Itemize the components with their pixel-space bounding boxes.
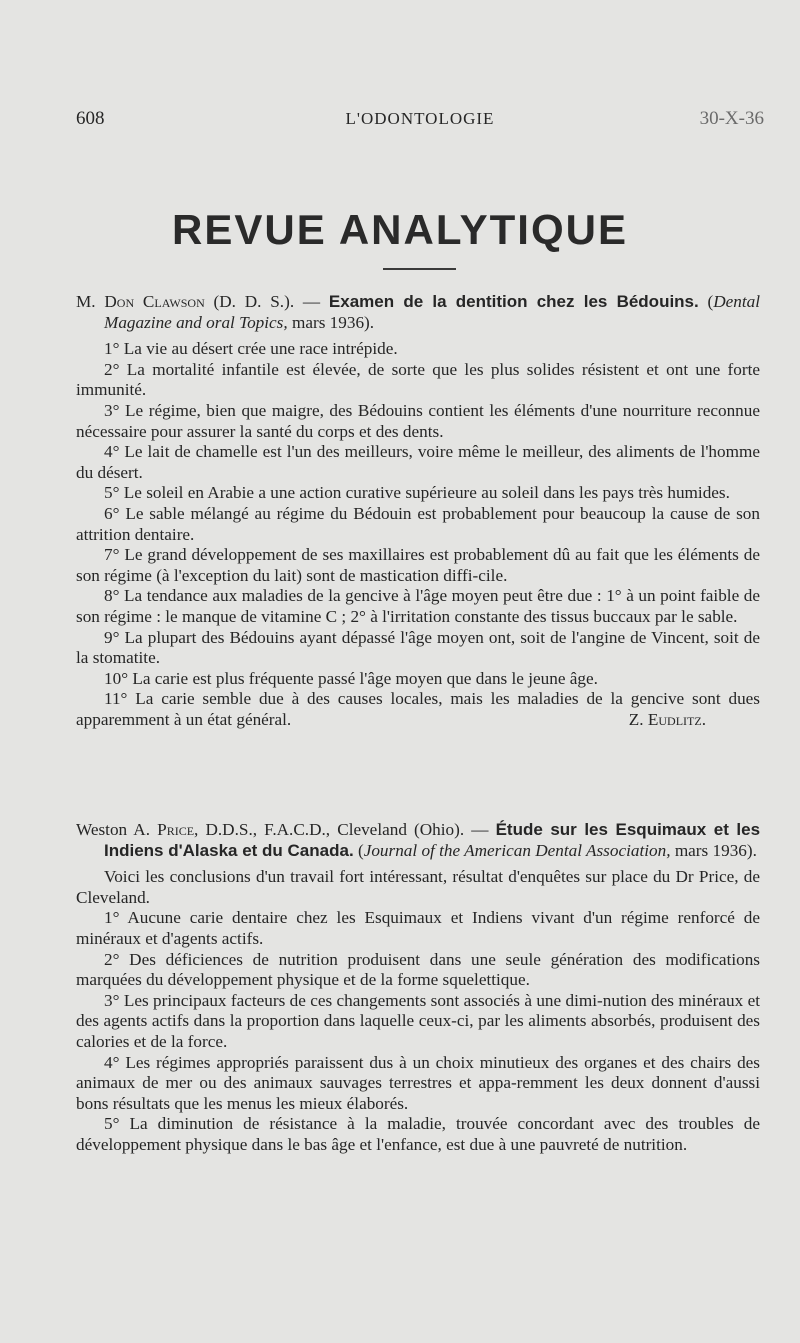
point: 10° La carie est plus fréquente passé l'âge moyen que dans le jeune âge. bbox=[104, 668, 598, 688]
article-eskimos bbox=[76, 820, 760, 1156]
source-journal: Journal of the American Dental Association, bbox=[363, 840, 671, 860]
source-open-paren: ( bbox=[707, 292, 714, 311]
point: 4° Le lait de chamelle est l'un des meilleurs, voire même le meilleur, des aliments de l'homme du désert. bbox=[76, 442, 760, 482]
point: 1° Aucune carie dentaire chez les Esquimaux et Indiens vivant d'un régime renforcé de minéraux et d'agents actifs. bbox=[76, 908, 760, 948]
point-last bbox=[76, 689, 760, 730]
article-bedouins bbox=[76, 292, 760, 730]
source-date: mars 1936). bbox=[674, 840, 757, 860]
running-head bbox=[76, 108, 764, 136]
issue-date: 30-X-36 bbox=[699, 108, 764, 129]
article-header bbox=[76, 820, 760, 861]
article-title: Étude sur les Esquimaux et les Indiens d'Alaska et du Canada. bbox=[104, 820, 761, 860]
page-number: 608 bbox=[76, 108, 105, 129]
source-open-paren: ( bbox=[357, 840, 364, 860]
author-credentials: (D. D. S.). — bbox=[213, 292, 321, 311]
section-title: REVUE ANALYTIQUE bbox=[172, 206, 628, 253]
source-journal: Dental Magazine and oral Topics, bbox=[104, 292, 761, 332]
source-date: mars 1936). bbox=[291, 312, 375, 332]
author-prefix: M. bbox=[76, 292, 96, 311]
point: 2° La mortalité infantile est élevée, de sorte que les plus solides résistent et ont une forte immunité. bbox=[76, 359, 760, 400]
point: 9° La plupart des Bédouins ayant dépassé l'âge moyen ont, soit de l'angine de Vincent, soit de la stomatite. bbox=[76, 627, 760, 668]
point: 6° Le sable mélangé au régime du Bédouin est probablement pour beaucoup la cause de son attrition dentaire. bbox=[76, 503, 760, 544]
point: 5° La diminution de résistance à la maladie, trouvée concordant avec des troubles de développement physique dans le bas âge et l'enfance, est due à une pauvreté de nutrition. bbox=[76, 1114, 760, 1154]
author-name: Price, bbox=[157, 820, 199, 839]
intro: Voici les conclusions d'un travail fort intéressant, résultat d'enquêtes sur place du Dr Price, de Cleveland. bbox=[76, 867, 760, 907]
author-name: Don Clawson bbox=[104, 292, 205, 311]
point: 4° Les régimes appropriés paraissent dus à un choix minutieux des organes et des chairs des animaux de mer ou des animaux sauvages terrestres et appa-remment les deux donnent d'aussi bons résultats que les menus les mieux élaborés. bbox=[76, 1052, 760, 1113]
reviewer-signature: Z. Eudlitz. bbox=[628, 709, 706, 729]
point: 5° Le soleil en Arabie a une action curative supérieure au soleil dans les pays très humides. bbox=[104, 483, 730, 503]
point: 1° La vie au désert crée une race intrépide. bbox=[104, 339, 398, 359]
article-title: Examen de la dentition chez les Bédouins. bbox=[328, 292, 699, 311]
article-header bbox=[76, 292, 760, 333]
author-credentials: D.D.S., F.A.C.D., Cleveland (Ohio). — bbox=[205, 820, 489, 839]
point: 3° Les principaux facteurs de ces changements sont associés à une dimi-nution des minéraux et des agents actifs dans la proportion dans laquelle ceux-ci, par les aliments absorbés, produisent des calories et de la force. bbox=[76, 990, 760, 1051]
title-divider bbox=[383, 268, 456, 270]
point: 7° Le grand développement de ses maxillaires est probablement dû au fait que les éléments de son régime (à l'exception du lait) sont de mastication diffi-cile. bbox=[76, 545, 760, 585]
point: 3° Le régime, bien que maigre, des Bédouins contient les éléments d'une nourriture reconnue nécessaire pour assurer la santé du corps et des dents. bbox=[76, 400, 760, 441]
point-text: 11° La carie semble due à des causes locales, mais les maladies de la gencive sont dues apparemment à un état général. bbox=[76, 689, 760, 729]
journal-title: L'ODONTOLOGIE bbox=[345, 109, 495, 128]
point: 2° Des déficiences de nutrition produisent dans une seule génération des modifications marquées du développement physique et de la forme squelettique. bbox=[76, 949, 760, 990]
point: 8° La tendance aux maladies de la gencive à l'âge moyen peut être due : 1° à un point faible de son régime : le manque de vitamine C ; 2° à l'irritation constante des tissus buccaux par le sable. bbox=[76, 586, 760, 626]
author-first: Weston A. bbox=[76, 820, 151, 839]
